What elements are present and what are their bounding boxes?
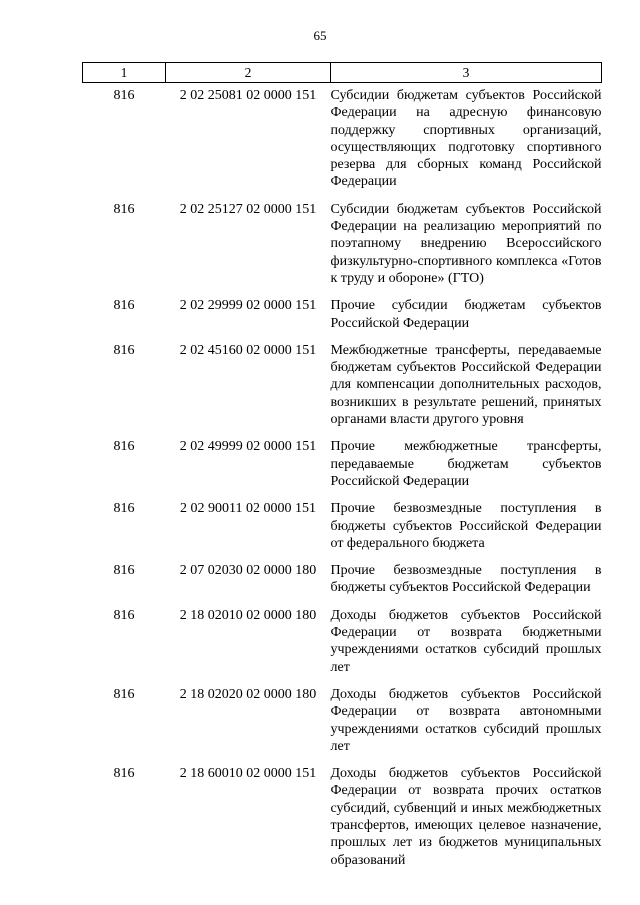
description-cell: Прочие субсидии бюджетам субъектов Российской Федерации (330, 298, 602, 331)
budget-code-cell: 2 18 02010 02 0000 180 (179, 607, 317, 623)
budget-code-cell: 2 07 02030 02 0000 180 (179, 563, 317, 579)
admin-code-cell: 816 (113, 439, 135, 455)
revenue-codes-table (82, 62, 602, 879)
table-row (83, 607, 602, 686)
budget-code-cell: 2 02 25081 02 0000 151 (179, 88, 317, 103)
admin-code-cell: 816 (113, 342, 135, 358)
admin-code-cell: 816 (113, 686, 135, 702)
table-row (83, 686, 602, 765)
description-cell: Субсидии бюджетам субъектов Российской Федерации на реализацию мероприятий по поэтапному внедрению Всероссийского физкультурно-спортивного комплекса «Готов к труду и обороне» (ГТО) (330, 201, 602, 286)
admin-code-cell: 816 (113, 607, 135, 623)
table-header (83, 63, 602, 83)
budget-code-cell: 2 02 45160 02 0000 151 (179, 342, 317, 358)
description-cell: Прочие безвозмездные поступления в бюджеты субъектов Российской Федерации (330, 563, 602, 596)
table-body (83, 83, 602, 879)
budget-code-cell: 2 18 60010 02 0000 151 (179, 766, 317, 782)
table-row (83, 765, 602, 879)
column-header-2: 2 (166, 63, 331, 83)
admin-code-cell: 816 (113, 201, 135, 217)
description-cell: Субсидии бюджетам субъектов Российской Федерации на адресную финансовую поддержку спортивных организаций, осуществляющих подготовку спортивного резерва для сборных команд Российской Федерации (330, 88, 602, 190)
description-cell: Прочие межбюджетные трансферты, передаваемые бюджетам субъектов Российской Федерации (330, 439, 602, 489)
column-header-1: 1 (83, 63, 166, 83)
table-row (83, 342, 602, 438)
admin-code-cell: 816 (113, 298, 135, 314)
table-row (83, 438, 602, 500)
description-cell: Межбюджетные трансферты, передаваемые бюджетам субъектов Российской Федерации для компенсации дополнительных расходов, возникших в результате решений, принятых органами власти другого уровня (330, 342, 602, 428)
admin-code-cell: 816 (113, 88, 135, 103)
page-number: 65 (313, 28, 327, 43)
budget-code-cell: 2 02 25127 02 0000 151 (179, 201, 317, 217)
table-row (83, 500, 602, 562)
budget-code-cell: 2 18 02020 02 0000 180 (179, 686, 317, 702)
budget-code-cell: 2 02 29999 02 0000 151 (179, 298, 317, 314)
column-header-3: 3 (331, 63, 602, 83)
budget-code-cell: 2 02 49999 02 0000 151 (179, 439, 317, 455)
table-row (83, 562, 602, 607)
description-cell: Доходы бюджетов субъектов Российской Федерации от возврата прочих остатков субсидий, субвенций и иных межбюджетных трансфертов, имеющих целевое назначение, прошлых лет из бюджетов муниципальных образований (330, 766, 602, 868)
table-row (83, 297, 602, 342)
description-cell: Доходы бюджетов субъектов Российской Федерации от возврата автономными учреждениями остатков субсидий прошлых лет (330, 686, 602, 754)
admin-code-cell: 816 (113, 501, 135, 517)
admin-code-cell: 816 (113, 563, 135, 579)
table-row (83, 83, 602, 201)
table-row (83, 201, 602, 297)
budget-code-cell: 2 02 90011 02 0000 151 (180, 501, 316, 517)
description-cell: Прочие безвозмездные поступления в бюджеты субъектов Российской Федерации от федерального бюджета (330, 501, 602, 551)
description-cell: Доходы бюджетов субъектов Российской Федерации от возврата бюджетными учреждениями остатков субсидий прошлых лет (330, 607, 602, 675)
admin-code-cell: 816 (113, 766, 135, 782)
